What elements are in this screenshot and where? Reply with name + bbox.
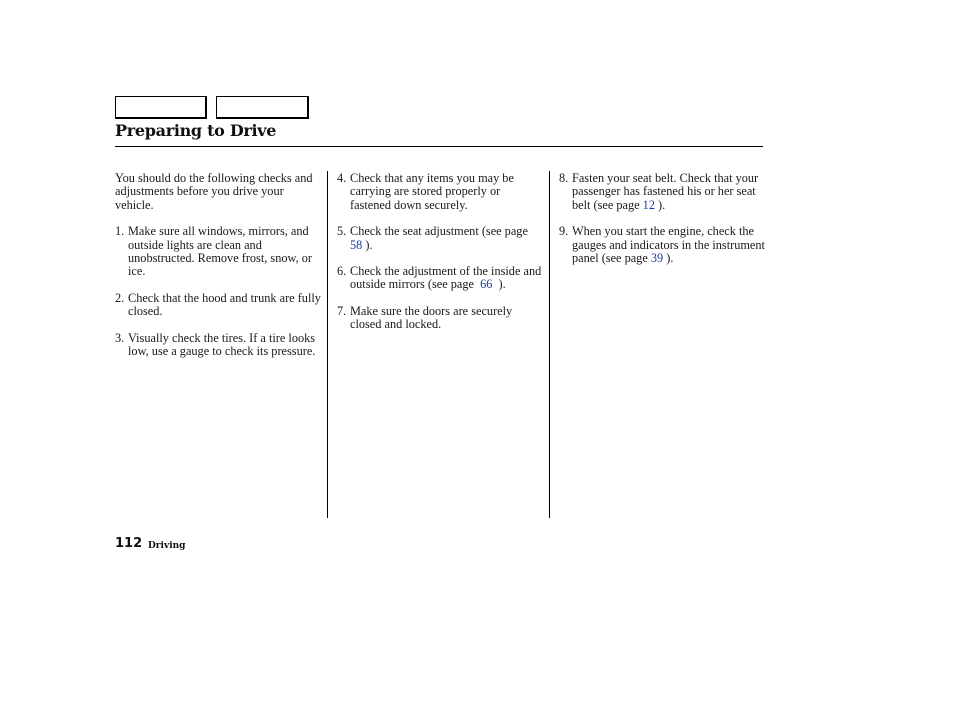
column-divider-2 <box>549 171 550 518</box>
page-39-link[interactable]: 39 <box>650 251 664 266</box>
item-number: 4. <box>337 171 347 185</box>
intro-paragraph: You should do the following checks and adjustments before you drive your vehicle. <box>115 171 313 212</box>
item-number: 8. <box>559 171 569 185</box>
checklist-item-9 <box>559 225 767 265</box>
item-text: Make sure the doors are securely closed and locked. <box>350 303 513 332</box>
item-text-before: When you start the engine, check the gauges and indicators in the instrument panel (see page <box>572 224 765 266</box>
item-number: 6. <box>337 264 347 279</box>
checklist-item-5 <box>337 225 543 252</box>
item-text-after: ). <box>663 251 674 266</box>
column-3 <box>559 172 767 278</box>
checklist-item-1 <box>115 225 325 279</box>
checklist-item-2 <box>115 292 325 319</box>
page-title: Preparing to Drive <box>115 121 277 140</box>
item-text-before: Fasten your seat belt. Check that your passenger has fastened his or her seat belt (see page <box>572 171 759 212</box>
item-text-after: ). <box>492 277 506 292</box>
checklist-item-6 <box>337 265 543 292</box>
item-number: 5. <box>337 224 347 239</box>
checklist-item-4 <box>337 172 543 212</box>
checklist-item-7 <box>337 305 543 332</box>
item-text-before: Check the seat adjustment (see page <box>350 224 528 239</box>
header-tab-box-2 <box>216 96 309 119</box>
item-text <box>350 224 528 251</box>
header-tab-box-1 <box>115 96 207 119</box>
item-text: Visually check the tires. If a tire looks low, use a gauge to check its pressure. <box>128 330 316 359</box>
item-text: Check that the hood and trunk are fully closed. <box>128 290 321 319</box>
item-text: Make sure all windows, mirrors, and outside lights are clean and unobstructed. Remove frost, snow, or ice. <box>128 224 312 279</box>
section-name: Driving <box>148 541 186 551</box>
checklist-item-3 <box>115 332 325 359</box>
page-58-link[interactable]: 58 <box>350 237 363 252</box>
column-1 <box>115 172 325 371</box>
page-number: 112 <box>115 536 143 551</box>
page-12-link[interactable]: 12 <box>642 197 655 212</box>
item-number: 1. <box>115 224 125 239</box>
item-number: 9. <box>559 224 569 239</box>
item-number: 3. <box>115 330 125 345</box>
column-divider-1 <box>327 171 328 518</box>
item-text-before: Check the adjustment of the inside and outside mirrors (see page <box>350 264 545 292</box>
item-text <box>350 264 544 291</box>
checklist-item-8 <box>559 172 767 212</box>
item-text-after: ). <box>362 237 373 252</box>
column-2 <box>337 172 543 345</box>
item-number: 2. <box>115 290 125 305</box>
item-text: Check that any items you may be carrying are stored properly or fastened down securely. <box>350 171 514 212</box>
page-66-link[interactable]: 66 <box>480 277 493 292</box>
item-text-after: ). <box>654 197 666 212</box>
item-number: 7. <box>337 303 347 318</box>
item-text <box>572 171 758 212</box>
item-text <box>572 224 765 265</box>
title-rule <box>115 146 763 147</box>
